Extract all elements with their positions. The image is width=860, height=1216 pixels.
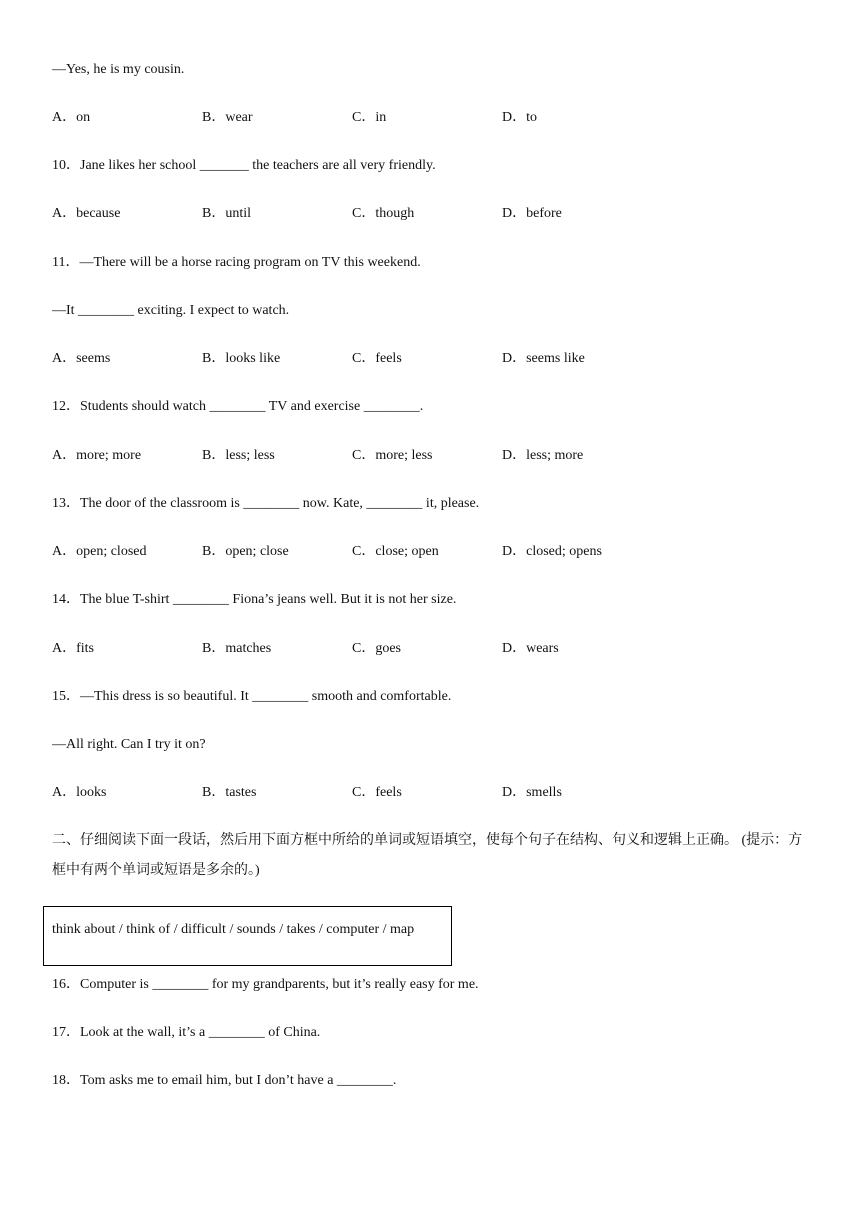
question-11: 11．—There will be a horse racing program on TV this weekend.	[52, 255, 421, 270]
option-a: A．more; more	[52, 448, 142, 463]
option-c: C．though	[352, 206, 415, 221]
option-b: B．until	[202, 206, 252, 221]
option-d: D．wears	[502, 641, 559, 656]
option-row-q10	[52, 205, 772, 223]
option-a: A．open; closed	[52, 544, 147, 559]
question-17: 17．Look at the wall, it’s a ________ of China.	[52, 1025, 321, 1040]
question-15: 15．—This dress is so beautiful. It ________ smooth and comfortable.	[52, 689, 452, 704]
question-10: 10．Jane likes her school _______ the teachers are all very friendly.	[52, 158, 436, 173]
option-b: B．looks like	[202, 351, 281, 366]
answer-line: —Yes, he is my cousin.	[52, 62, 185, 77]
question-16: 16．Computer is ________ for my grandparents, but it’s really easy for me.	[52, 977, 479, 992]
option-a: A．looks	[52, 785, 107, 800]
word-box-text: think about / think of / difficult / sounds / takes / computer / map	[52, 922, 415, 937]
option-b: B．open; close	[202, 544, 289, 559]
word-box	[43, 906, 452, 966]
option-d: D．before	[502, 206, 562, 221]
option-c: C．close; open	[352, 544, 439, 559]
option-b: B．tastes	[202, 785, 257, 800]
option-row-q15	[52, 784, 772, 802]
option-d: D．closed; opens	[502, 544, 602, 559]
option-b: B．less; less	[202, 448, 275, 463]
question-18: 18．Tom asks me to email him, but I don’t have a ________.	[52, 1073, 397, 1088]
option-row-q12	[52, 447, 772, 465]
option-d: D．less; more	[502, 448, 584, 463]
option-c: C．feels	[352, 351, 402, 366]
option-row-q9	[52, 109, 772, 127]
option-d: D．to	[502, 110, 537, 125]
question-15-reply: —All right. Can I try it on?	[52, 737, 206, 752]
question-12: 12．Students should watch ________ TV and exercise ________.	[52, 399, 424, 414]
option-d: D．seems like	[502, 351, 585, 366]
option-a: A．seems	[52, 351, 111, 366]
option-b: B．matches	[202, 641, 272, 656]
option-row-q13	[52, 543, 772, 561]
question-14: 14．The blue T-shirt ________ Fiona’s jeans well. But it is not her size.	[52, 592, 457, 607]
option-d: D．smells	[502, 785, 562, 800]
option-c: C．more; less	[352, 448, 433, 463]
option-a: A．on	[52, 110, 91, 125]
option-a: A．because	[52, 206, 121, 221]
option-c: C．feels	[352, 785, 402, 800]
question-13: 13．The door of the classroom is ________ now. Kate, ________ it, please.	[52, 496, 480, 511]
option-a: A．fits	[52, 641, 94, 656]
option-row-q14	[52, 640, 772, 658]
question-11-reply: —It ________ exciting. I expect to watch.	[52, 303, 290, 318]
option-c: C．goes	[352, 641, 401, 656]
section-2-instruction: 二、仔细阅读下面一段话，然后用下面方框中所给的单词或短语填空，使每个句子在结构、句义和逻辑上正确。 (提示：方框中有两个单词或短语是多余的。)	[52, 833, 803, 878]
option-row-q11	[52, 350, 772, 368]
option-c: C．in	[352, 110, 387, 125]
option-b: B．wear	[202, 110, 253, 125]
